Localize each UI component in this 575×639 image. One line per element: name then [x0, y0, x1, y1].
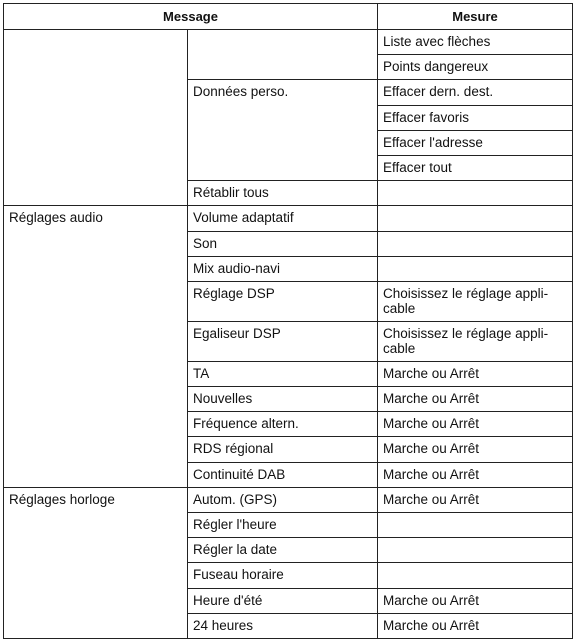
sub-cell: Fuseau horaire	[188, 563, 378, 588]
sub-cell: RDS régional	[188, 437, 378, 462]
sub-cell: Volume adaptatif	[188, 206, 378, 231]
mesure-cell: Choisissez le réglage appli- cable	[378, 321, 573, 361]
sub-cell: Mix audio-navi	[188, 256, 378, 281]
group-cell-empty	[4, 30, 188, 206]
header-message: Message	[4, 4, 378, 30]
mesure-cell	[378, 513, 573, 538]
mesure-cell: Effacer l'adresse	[378, 130, 573, 155]
mesure-cell: Effacer dern. dest.	[378, 80, 573, 105]
settings-table	[3, 3, 573, 639]
mesure-cell: Marche ou Arrêt	[378, 487, 573, 512]
group-cell-horloge: Réglages horloge	[4, 487, 188, 638]
mesure-cell	[378, 256, 573, 281]
mesure-cell: Effacer favoris	[378, 105, 573, 130]
mesure-cell: Points dangereux	[378, 55, 573, 80]
mesure-cell	[378, 181, 573, 206]
sub-cell: Fréquence altern.	[188, 412, 378, 437]
mesure-cell: Marche ou Arrêt	[378, 462, 573, 487]
mesure-cell: Marche ou Arrêt	[378, 361, 573, 386]
mesure-cell: Marche ou Arrêt	[378, 437, 573, 462]
sub-cell: 24 heures	[188, 613, 378, 638]
table-row	[4, 206, 573, 231]
mesure-cell: Choisissez le réglage appli- cable	[378, 281, 573, 321]
mesure-cell: Marche ou Arrêt	[378, 588, 573, 613]
mesure-cell: Marche ou Arrêt	[378, 412, 573, 437]
table-row	[4, 487, 573, 512]
mesure-cell: Marche ou Arrêt	[378, 613, 573, 638]
mesure-cell: Effacer tout	[378, 155, 573, 180]
mesure-cell: Liste avec flèches	[378, 30, 573, 55]
sub-cell: Continuité DAB	[188, 462, 378, 487]
mesure-cell	[378, 538, 573, 563]
sub-cell: Données perso.	[188, 80, 378, 181]
mesure-cell: Marche ou Arrêt	[378, 387, 573, 412]
sub-cell: Régler l'heure	[188, 513, 378, 538]
sub-cell: Nouvelles	[188, 387, 378, 412]
sub-cell: Réglage DSP	[188, 281, 378, 321]
sub-cell: Régler la date	[188, 538, 378, 563]
sub-cell: TA	[188, 361, 378, 386]
mesure-cell	[378, 563, 573, 588]
sub-cell: Son	[188, 231, 378, 256]
sub-cell: Heure d'été	[188, 588, 378, 613]
mesure-cell	[378, 231, 573, 256]
sub-cell	[188, 30, 378, 80]
mesure-cell	[378, 206, 573, 231]
sub-cell: Autom. (GPS)	[188, 487, 378, 512]
header-row	[4, 4, 573, 30]
sub-cell: Egaliseur DSP	[188, 321, 378, 361]
sub-cell: Rétablir tous	[188, 181, 378, 206]
group-cell-audio: Réglages audio	[4, 206, 188, 488]
header-mesure: Mesure	[378, 4, 573, 30]
table-row	[4, 30, 573, 55]
